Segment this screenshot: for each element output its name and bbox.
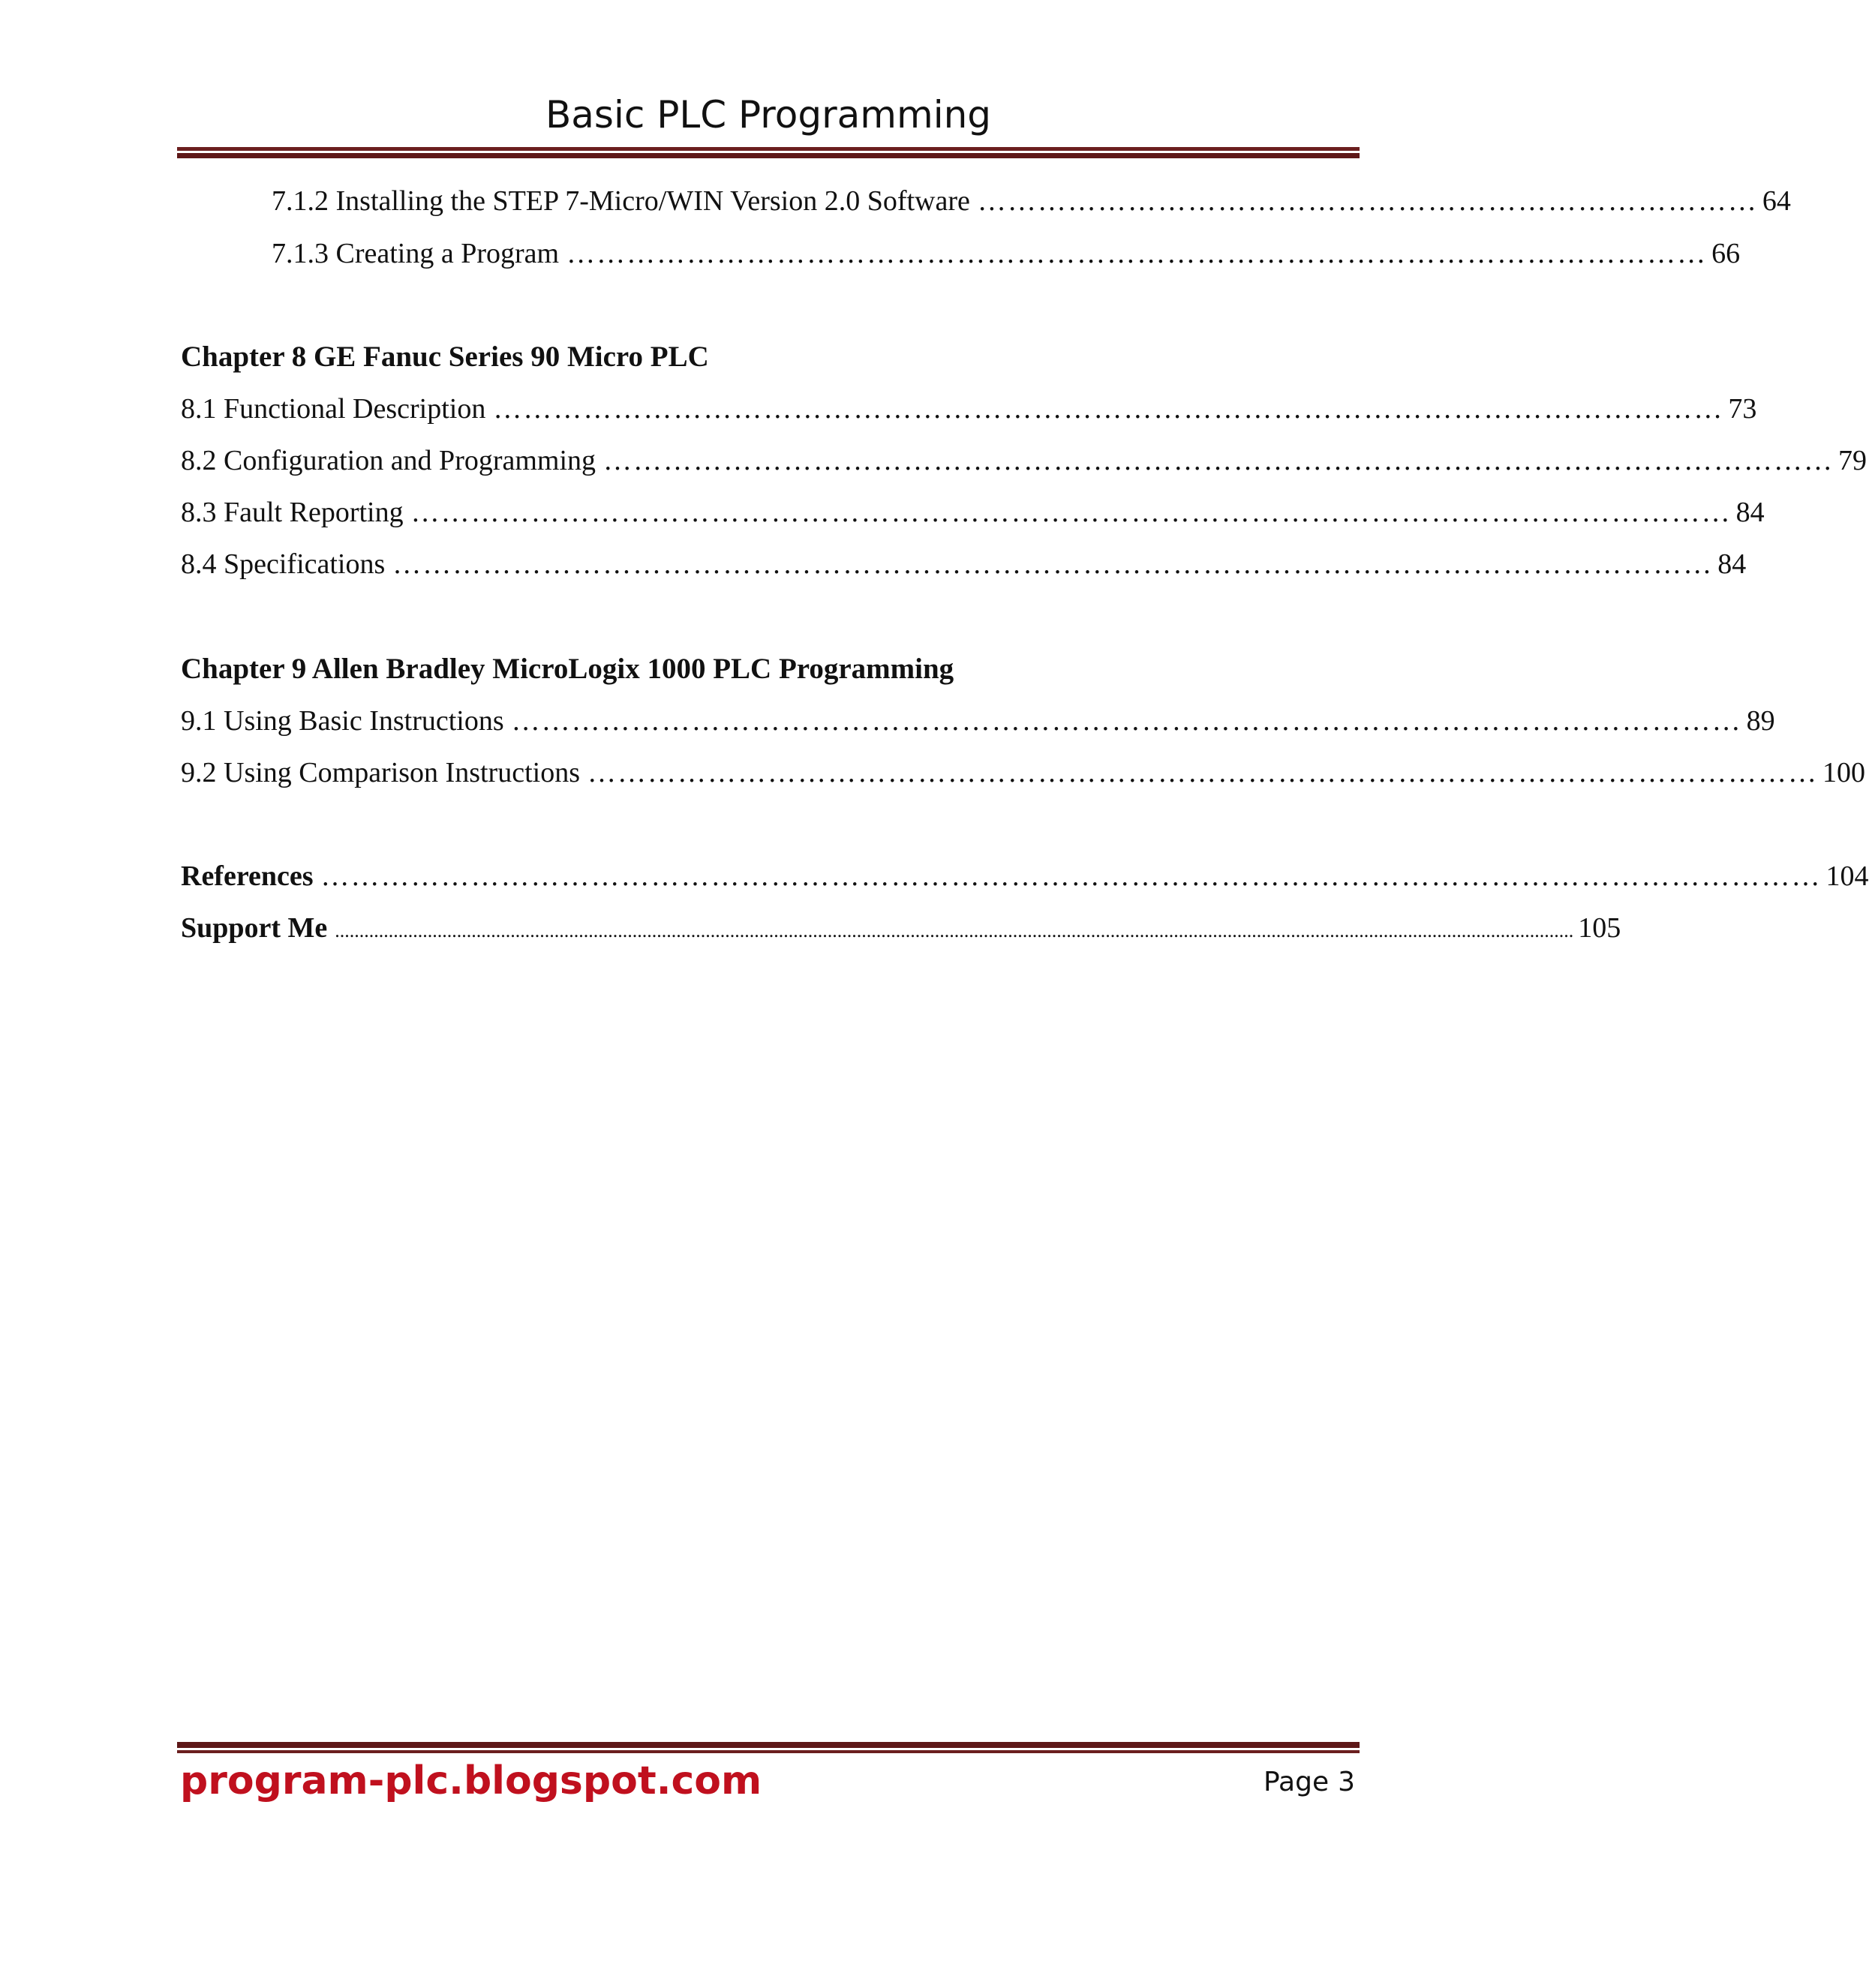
- toc-leader-dots: ……………………………………………………………………………………………………………………………………: [320, 860, 1822, 892]
- chapter-9-heading: Chapter 9 Allen Bradley MicroLogix 1000 PLC Programming: [181, 653, 954, 685]
- toc-entry-label: 9.2 Using Comparison Instructions: [181, 757, 580, 788]
- toc-entry-page: 104: [1825, 860, 1869, 892]
- toc-entry-page: 64: [1762, 185, 1791, 217]
- toc-entry-9-2[interactable]: [181, 750, 1865, 795]
- toc-entry-7-1-2[interactable]: [272, 179, 1791, 224]
- toc-entry-label: References: [181, 860, 314, 892]
- toc-leader-dots: ……………………………………………………………………………………………………………: [493, 393, 1724, 425]
- running-header-title: Basic PLC Programming: [545, 93, 992, 137]
- toc-entry-page: 79: [1838, 445, 1867, 476]
- toc-leader-dots: ……………………………………………………………………………………………………………: [603, 445, 1834, 476]
- toc-entry-page: 84: [1717, 548, 1747, 580]
- page-number: 3: [1338, 1767, 1355, 1797]
- toc-entry-8-2[interactable]: [181, 438, 1867, 483]
- toc-entry-references[interactable]: [181, 854, 1869, 899]
- toc-leader-dots: ……………………………………………………………………………………………………………: [587, 757, 1818, 788]
- toc-entry-label: 8.1 Functional Description: [181, 393, 486, 425]
- toc-leader-dots: ……………………………………………………………………………………………………………………: [392, 548, 1714, 580]
- toc-entry-label: 7.1.3 Creating a Program: [272, 238, 560, 269]
- toc-entry-8-4[interactable]: [181, 542, 1747, 587]
- toc-leader-dots: ..............................................................................................................................................................................................................................................................: [335, 920, 1574, 941]
- toc-entry-label: 8.3 Fault Reporting: [181, 497, 404, 528]
- toc-leader-dots: ……………………………………………………………………: [977, 185, 1758, 217]
- footer-website-link[interactable]: program-plc.blogspot.com: [180, 1758, 762, 1803]
- toc-entry-label: 9.1 Using Basic Instructions: [181, 705, 504, 737]
- toc-leader-dots: ……………………………………………………………………………………………………………………: [410, 497, 1732, 528]
- page-label: Page: [1263, 1767, 1330, 1797]
- toc-entry-8-3[interactable]: [181, 490, 1765, 535]
- toc-entry-page: 105: [1578, 912, 1621, 944]
- toc-entry-page: 100: [1822, 757, 1865, 788]
- toc-entry-9-1[interactable]: [181, 698, 1775, 743]
- toc-leader-dots: ……………………………………………………………………………………………………………: [511, 705, 1742, 737]
- chapter-8-heading: Chapter 8 GE Fanuc Series 90 Micro PLC: [181, 341, 709, 373]
- header-rule-thick: [177, 153, 1360, 158]
- header-rule-thin: [177, 147, 1360, 151]
- toc-entry-page: 73: [1728, 393, 1757, 425]
- toc-entry-8-1[interactable]: [181, 386, 1757, 431]
- toc-entry-label: 8.2 Configuration and Programming: [181, 445, 596, 476]
- toc-entry-label: 7.1.2 Installing the STEP 7-Micro/WIN Version 2.0 Software: [272, 185, 970, 217]
- toc-entry-7-1-3[interactable]: [272, 231, 1741, 276]
- toc-leader-dots: ……………………………………………………………………………………………………: [566, 238, 1708, 269]
- toc-entry-page: 84: [1735, 497, 1765, 528]
- toc-entry-label: Support Me: [181, 912, 328, 944]
- footer-rule-thick: [177, 1742, 1360, 1748]
- toc-entry-support-me[interactable]: [181, 905, 1621, 950]
- toc-entry-page: 66: [1711, 238, 1741, 269]
- toc-entry-label: 8.4 Specifications: [181, 548, 386, 580]
- footer-page-number: [1264, 1760, 1355, 1805]
- toc-entry-page: 89: [1746, 705, 1775, 737]
